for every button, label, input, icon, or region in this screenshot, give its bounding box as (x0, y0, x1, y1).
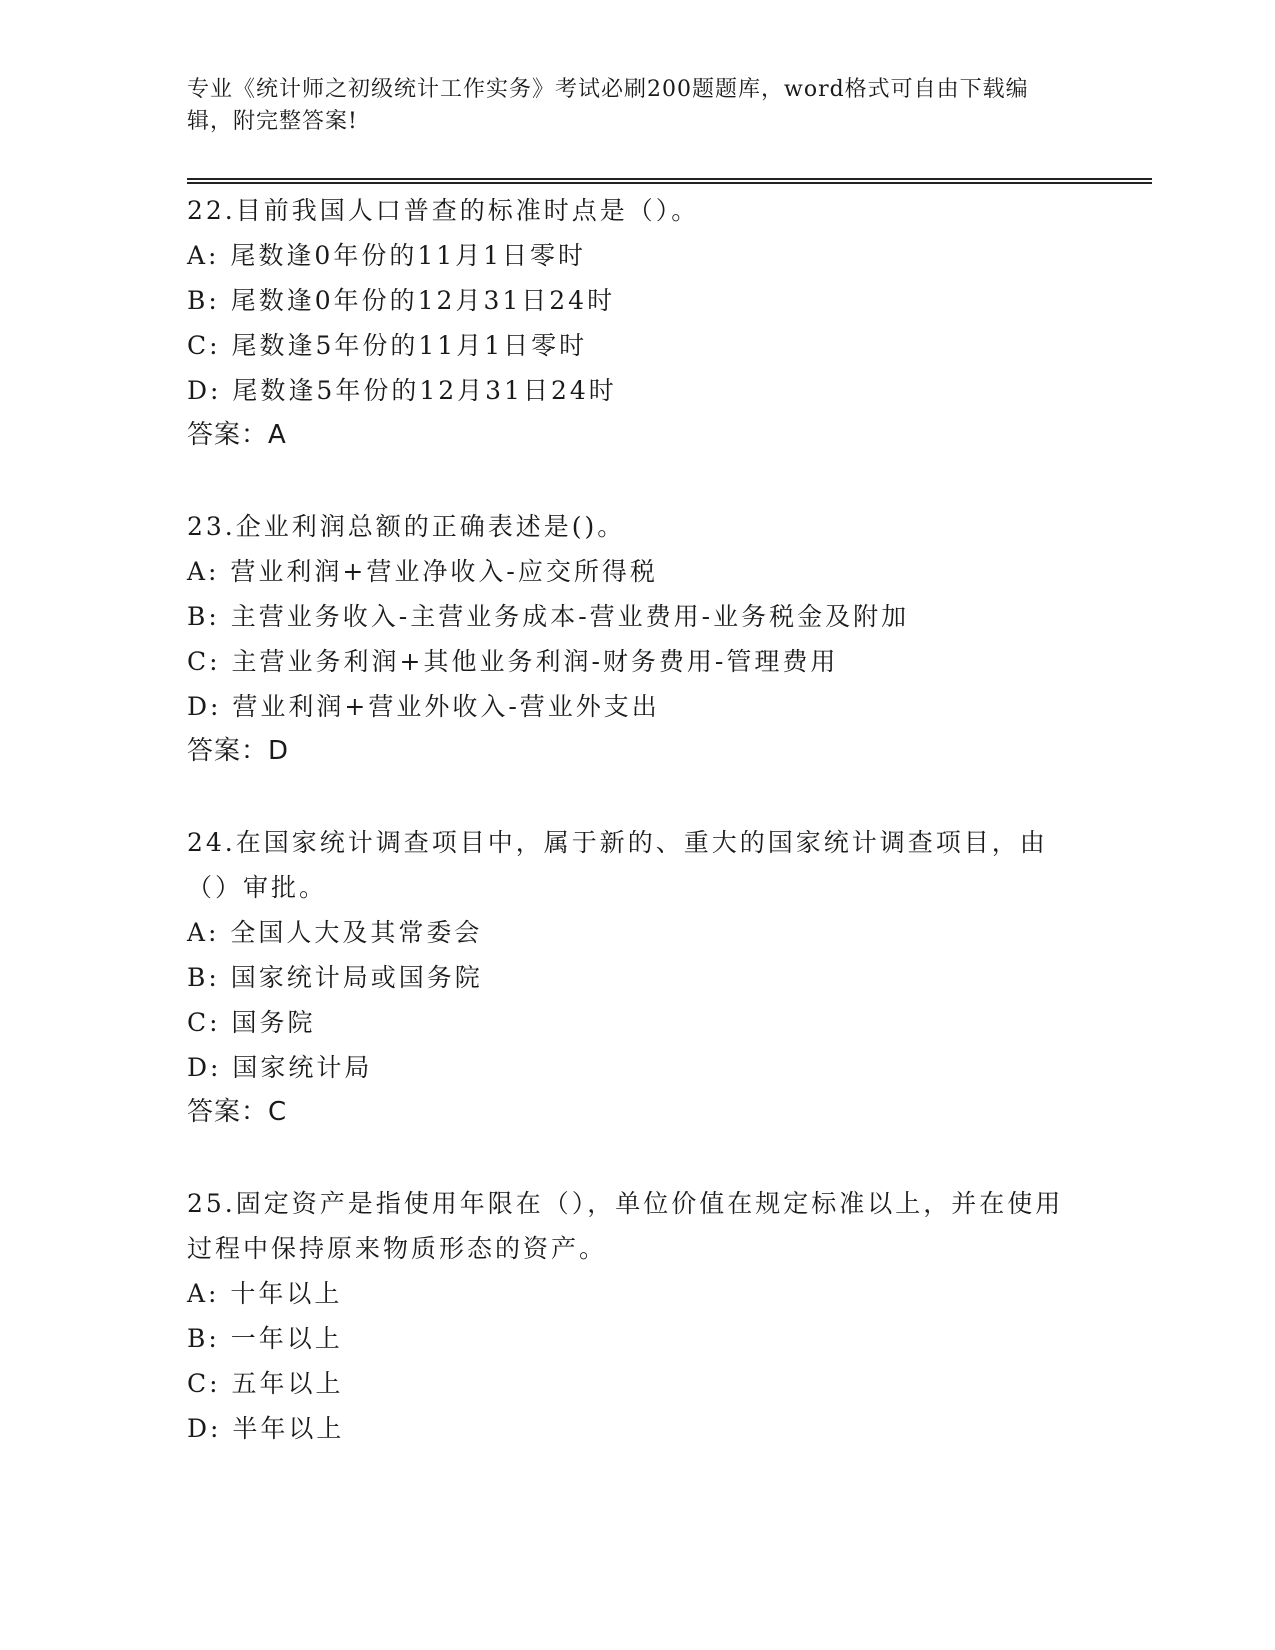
answer-label: 答案：C (187, 1097, 288, 1127)
option-a: A: 尾数逢0年份的11月1日零时 (187, 241, 587, 270)
option-d: D: 尾数逢5年份的12月31日24时 (187, 376, 617, 405)
question-stem: 22.目前我国人口普查的标准时点是（）。 (187, 196, 700, 225)
option-d: D: 营业利润+营业外收入-营业外支出 (187, 692, 660, 721)
option-a: A: 营业利润+营业净收入-应交所得税 (187, 557, 658, 586)
question-stem: 24.在国家统计调查项目中，属于新的、重大的国家统计调查项目，由（）审批。 (187, 828, 1048, 902)
option-c: C: 尾数逢5年份的11月1日零时 (187, 331, 588, 360)
question-24 (187, 820, 1087, 1135)
option-b: B: 国家统计局或国务院 (187, 963, 483, 992)
option-d: D: 半年以上 (187, 1414, 345, 1443)
option-c: C: 国务院 (187, 1008, 316, 1037)
option-a: A: 十年以上 (187, 1279, 343, 1308)
question-list (187, 188, 1087, 1497)
page-header: 专业《统计师之初级统计工作实务》考试必刷200题题库，word格式可自由下载编辑，附完整答案! (187, 77, 1029, 134)
question-22 (187, 188, 1087, 458)
header-divider (187, 178, 1152, 184)
answer-label: 答案：D (187, 736, 290, 766)
answer-label: 答案：A (187, 420, 287, 450)
question-stem: 25.固定资产是指使用年限在（），单位价值在规定标准以上，并在使用过程中保持原来物质形态的资产。 (187, 1189, 1064, 1263)
option-b: B: 尾数逢0年份的12月31日24时 (187, 286, 616, 315)
option-a: A: 全国人大及其常委会 (187, 918, 483, 947)
option-b: B: 主营业务收入-主营业务成本-营业费用-业务税金及附加 (187, 602, 910, 631)
question-23 (187, 504, 1087, 774)
option-c: C: 五年以上 (187, 1369, 344, 1398)
option-d: D: 国家统计局 (187, 1053, 373, 1082)
question-25 (187, 1181, 1087, 1451)
question-stem: 23.企业利润总额的正确表述是()。 (187, 512, 626, 541)
option-c: C: 主营业务利润+其他业务利润-财务费用-管理费用 (187, 647, 839, 676)
option-b: B: 一年以上 (187, 1324, 343, 1353)
